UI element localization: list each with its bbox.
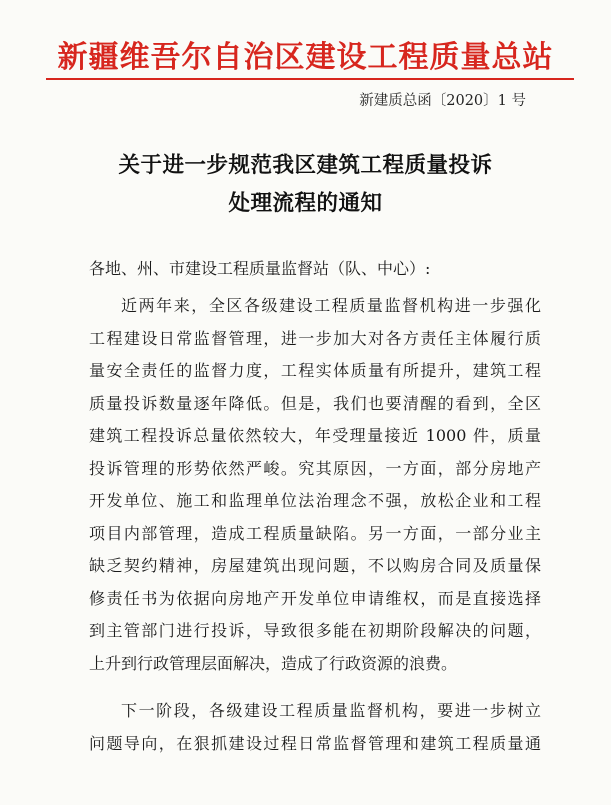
organization-header: 新疆维吾尔自治区建设工程质量总站 xyxy=(57,40,554,75)
body-paragraph-line: 上升到行政管理层面解决，造成了行政资源的浪费。 xyxy=(89,653,458,673)
body-paragraph-line: 修责任书为依据向房地产开发单位申请维权，而是直接选择 xyxy=(89,588,541,608)
body-paragraph-line: 量安全责任的监督力度，工程实体质量有所提升，建筑工程 xyxy=(89,361,541,380)
body-paragraph-line: 投诉管理的形势依然严峻。究其原因，一方面，部分房地产 xyxy=(89,458,541,478)
red-divider-line xyxy=(46,78,574,80)
notice-title-line2: 处理流程的通知 xyxy=(228,191,383,216)
body-paragraph-line: 缺乏契约精神，房屋建筑出现问题，不以购房合同及质量保 xyxy=(89,556,541,575)
body-paragraph-line: 项目内部管理，造成工程质量缺陷。另一方面，一部分业主 xyxy=(89,523,541,543)
body-paragraph-line: 到主管部门进行投诉，导致很多能在初期阶段解决的问题， xyxy=(89,621,541,640)
body-paragraph-line: 开发单位、施工和监理单位法治理念不强，放松企业和工程 xyxy=(89,491,541,510)
notice-title-line1: 关于进一步规范我区建筑工程质量投诉 xyxy=(118,153,493,178)
body-paragraph-line: 质量投诉数量逐年降低。但是，我们也要清醒的看到，全区 xyxy=(89,393,541,413)
body-paragraph-line: 建筑工程投诉总量依然较大，年受理量接近 1000 件，质量 xyxy=(89,426,541,445)
body-paragraph-line: 下一阶段，各级建设工程质量监督机构，要进一步树立 xyxy=(121,701,541,720)
body-paragraph-line: 问题导向，在狠抓建设过程日常监督管理和建筑工程质量通 xyxy=(89,733,541,753)
document-number: 新建质总函〔2020〕1 号 xyxy=(359,93,526,109)
body-paragraph-line: 工程建设日常监督管理，进一步加大对各方责任主体履行质 xyxy=(89,328,541,348)
body-paragraph-line: 近两年来，全区各级建设工程质量监督机构进一步强化 xyxy=(121,296,541,315)
salutation: 各地、州、市建设工程质量监督站（队、中心）: xyxy=(89,259,431,278)
